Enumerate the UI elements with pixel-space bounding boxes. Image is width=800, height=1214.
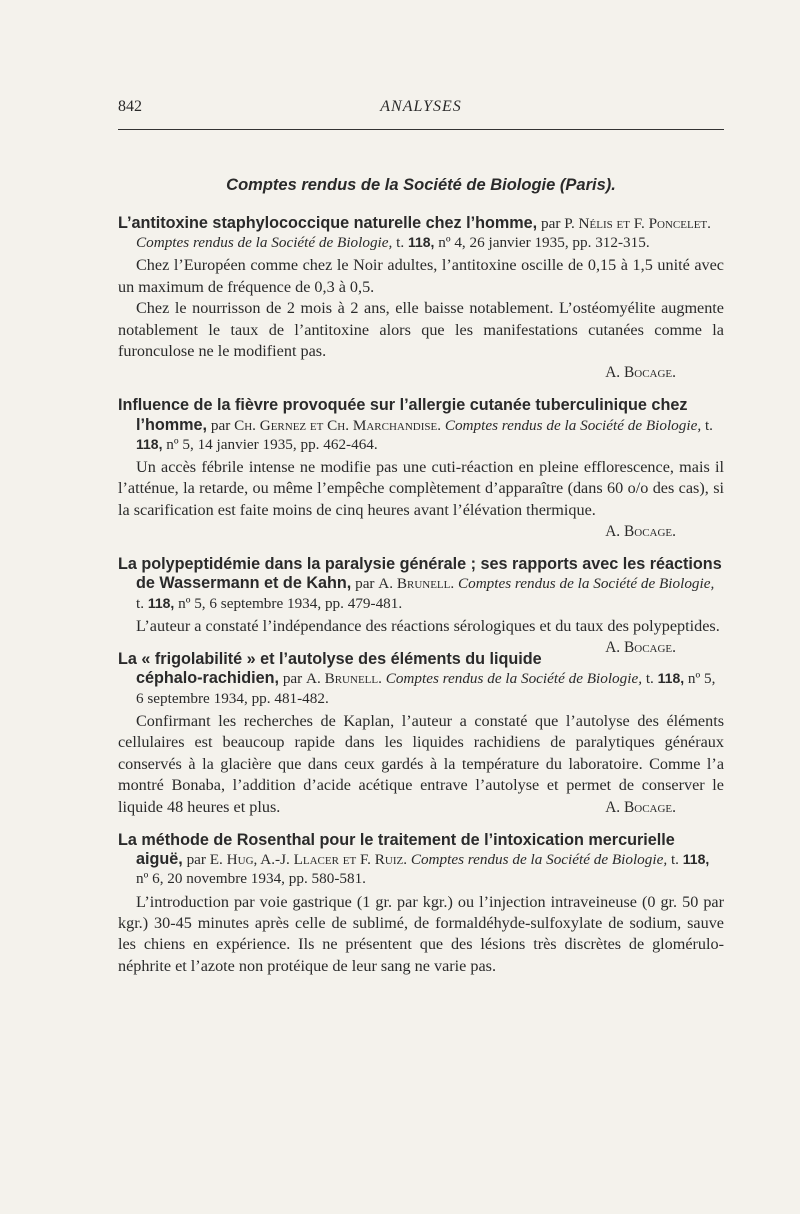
entry-reference: nº 4, 26 janvier 1935, pp. 312-315. <box>438 234 650 252</box>
entry-authors: A. Brunell. <box>306 670 382 688</box>
running-title: ANALYSES <box>380 98 462 115</box>
entry-reference: nº 5, 6 septembre 1934, pp. 481-482. <box>136 670 716 707</box>
entries-list <box>118 214 724 990</box>
entry-volume: 118, <box>657 670 685 687</box>
authors-prefix: par <box>186 851 206 869</box>
entry-volume: 118, <box>147 594 175 611</box>
authors-prefix: par <box>210 416 231 434</box>
volume-prefix: t. <box>670 851 679 869</box>
entry-journal: Comptes rendus de la Société de Biologie, <box>136 234 393 252</box>
entry-volume: 118, <box>682 851 710 868</box>
entry-citation <box>118 396 724 454</box>
signature-text: A. Bocage. <box>605 523 676 541</box>
entry-journal: Comptes rendus de la Société de Biologie, <box>410 851 668 869</box>
entry-paragraph <box>118 711 724 818</box>
entry-signature <box>118 521 724 542</box>
signature-text: A. Bocage. <box>605 798 676 816</box>
entry-signature <box>118 362 724 383</box>
signature-text: A. Bocage. <box>605 364 676 382</box>
entry-reference: nº 6, 20 novembre 1934, pp. 580-581. <box>136 870 366 888</box>
entry-journal: Comptes rendus de la Société de Biologie, <box>385 670 643 688</box>
abstract-entry <box>118 396 724 542</box>
entry-title: La méthode de Rosenthal pour le traitement de l’intoxication mercurielle aiguë, <box>118 830 675 869</box>
entry-citation <box>118 214 724 252</box>
entry-authors: A. Brunell. <box>378 575 455 593</box>
volume-prefix: t. <box>704 416 713 434</box>
abstract-entry <box>118 214 724 383</box>
entry-reference: nº 5, 6 septembre 1934, pp. 479-481. <box>178 594 403 612</box>
paragraph-text: L’auteur a constaté l’indépendance des réactions sérologiques et du taux des polypeptides. <box>136 616 720 635</box>
abstract-entry <box>118 555 724 657</box>
paragraph-text: Confirmant les recherches de Kaplan, l’auteur a constaté que l’autolyse des éléments cellulaires est beaucoup rapide dans les liquides rachidiens de paralytiques généraux conservés à la glacière que dans ceux gardés à la température du laboratoire. Comme l’a montré Bonaba, l’addition d’acide acétique entrave l’autolyse et permet de conserver le liquide 48 heures et plus. <box>118 711 724 816</box>
entry-citation <box>118 555 724 613</box>
running-head <box>118 98 724 122</box>
entry-volume: 118, <box>407 234 435 251</box>
entry-paragraph: Chez le nourrisson de 2 mois à 2 ans, elle baisse notablement. L’ostéomyélite augmente notablement le taux de l’antitoxine alors que les manifestations cutanées comme la furonculose ne le modifient pas. <box>118 299 724 361</box>
entry-authors: E. Hug, A.-J. Llacer et F. Ruiz. <box>209 851 408 869</box>
entry-citation <box>118 831 724 889</box>
entry-journal: Comptes rendus de la Société de Biologie, <box>457 575 715 593</box>
entry-journal: Comptes rendus de la Société de Biologie, <box>444 416 702 434</box>
volume-prefix: t. <box>136 594 145 612</box>
entry-paragraph: Chez l’Européen comme chez le Noir adultes, l’antitoxine oscille de 0,15 à 1,5 unité avec un maximum de fréquence de 0,3 à 0,5. <box>118 256 724 296</box>
entry-title: L’antitoxine staphylococcique naturelle chez l’homme, <box>118 214 538 232</box>
entry-signature <box>587 637 724 658</box>
header-rule <box>118 129 724 130</box>
section-heading: Comptes rendus de la Société de Biologie (Paris). <box>226 176 616 194</box>
volume-prefix: t. <box>396 234 405 252</box>
authors-prefix: par <box>355 575 375 593</box>
abstract-entry <box>118 650 724 818</box>
entry-citation <box>118 650 724 708</box>
entry-authors: P. Nélis et F. Poncelet. <box>564 215 711 232</box>
authors-prefix: par <box>282 670 303 688</box>
entry-signature <box>587 797 724 818</box>
entry-paragraph <box>118 616 724 657</box>
abstract-entry <box>118 831 724 977</box>
entry-paragraph: L’introduction par voie gastrique (1 gr. par kgr.) ou l’injection intraveineuse (0 gr. 50 par kgr.) 30-45 minutes après celle de sublimé, de formaldéhyde-sulfoxylate de sodium, sauve les chiens en expérience. Ils ne présentent que des lésions très discrètes de glomérulo-néphrite et l’azote non protéique de leur sang ne varie pas. <box>118 892 724 975</box>
authors-prefix: par <box>540 215 561 232</box>
entry-paragraph: Un accès fébrile intense ne modifie pas une cuti-réaction en pleine efflorescence, mais il l’atténue, la retarde, ou même l’empêche complètement d’apparaître (dans 60 o/o des cas), si la scarification est faite moins de cinq heures avant l’élévation thermique. <box>118 458 724 519</box>
entry-authors: Ch. Gernez et Ch. Marchandise. <box>234 416 442 434</box>
page-number: 842 <box>118 98 142 115</box>
volume-prefix: t. <box>645 670 654 688</box>
entry-reference: nº 5, 14 janvier 1935, pp. 462-464. <box>166 435 378 453</box>
entry-volume: 118, <box>136 435 163 452</box>
signature-text: A. Bocage. <box>605 639 676 657</box>
entry-title: Influence de la fièvre provoquée sur l’allergie cutanée tuberculinique chez l’homme, <box>118 396 688 434</box>
entry-title: La polypeptidémie dans la paralysie générale ; ses rapports avec les réactions de Wassermann et de Kahn, <box>118 555 722 593</box>
entry-title: La « frigolabilité » et l’autolyse des éléments du liquide céphalo-rachidien, <box>118 650 542 688</box>
